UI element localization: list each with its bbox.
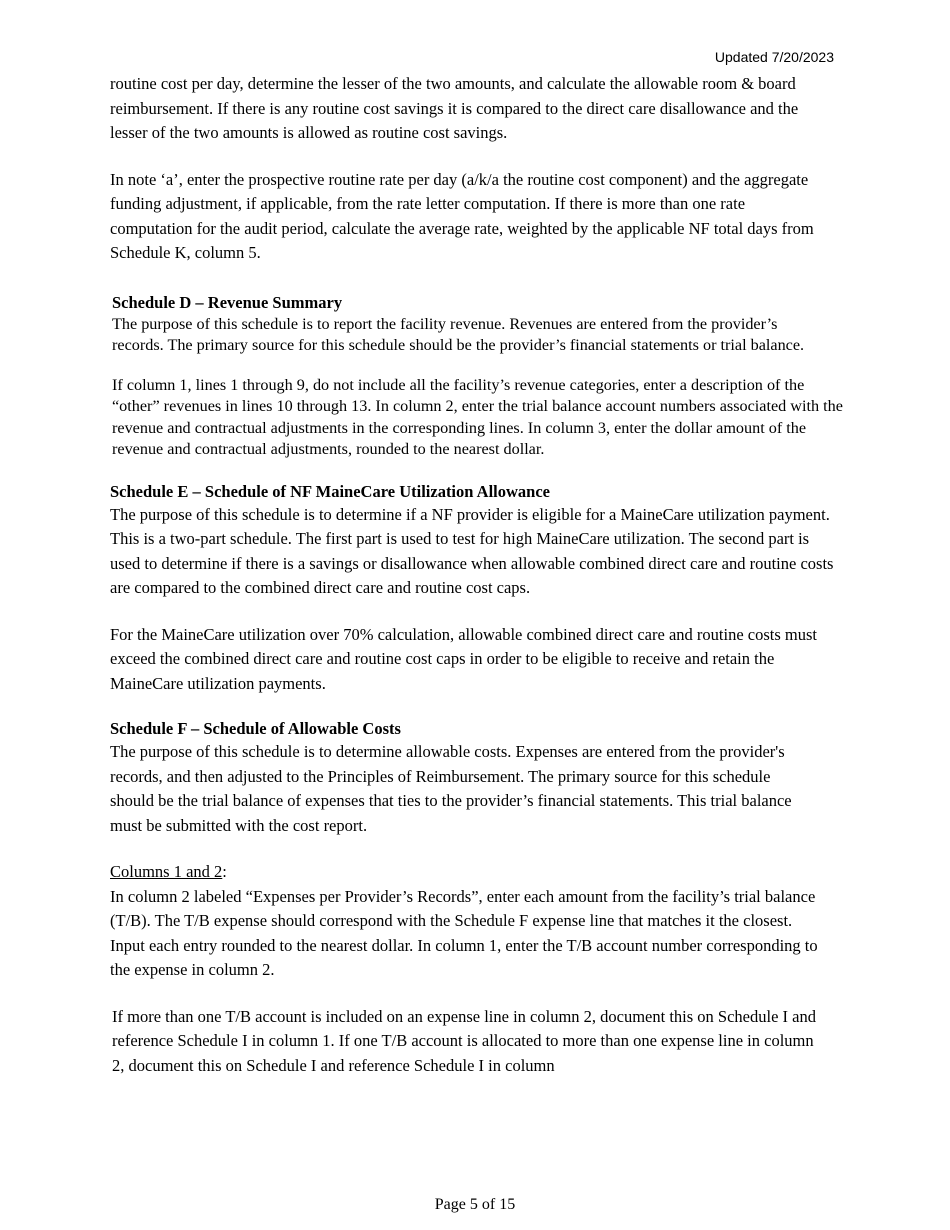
schedule-d-paragraph-2: If column 1, lines 1 through 9, do not include all the facility’s revenue categories, enter a description of the “other” revenues in lines 10 through 13. In column 2, enter the trial balance account numbers associated with the revenue and contractual adjustments in the corresponding lines. In column 3, enter the dollar amount of the revenue and contractual adjustments, rounded to the nearest dollar. (112, 375, 843, 458)
page-number: Page 5 of 15 (434, 1196, 516, 1213)
schedule-f-heading: Schedule F – Schedule of Allowable Costs (110, 719, 401, 738)
schedule-f-paragraph-1: The purpose of this schedule is to determine allowable costs. Expenses are entered from the provider's records, and then adjusted to the Principles of Reimbursement. The primary source for this schedule should be the trial balance of expenses that ties to the provider’s financial statements. This trial balance must be submitted with the cost report. (110, 742, 792, 835)
intro-paragraph: routine cost per day, determine the lesser of the two amounts, and calculate the allowable room & board reimbursement. If there is any routine cost savings it is compared to the direct care disallowance and the lesser of the two amounts is allowed as routine cost savings. (110, 74, 799, 142)
schedule-f-paragraph-2: In column 2 labeled “Expenses per Provider’s Records”, enter each amount from the facility’s trial balance (T/B). The T/B expense should correspond with the Schedule F expense line that matches it the closest. Input each entry rounded to the nearest dollar. In column 1, enter the T/B account number corresponding to the expense in column 2. (110, 886, 818, 979)
page-content (110, 72, 850, 1078)
note-a-paragraph: In note ‘a’, enter the prospective routine rate per day (a/k/a the routine cost component) and the aggregate funding adjustment, if applicable, from the rate letter computation. If there is more than one rate computation for the audit period, calculate the average rate, weighted by the applicable NF total days from Schedule K, column 5. (110, 169, 814, 262)
columns-colon: : (222, 862, 227, 881)
schedule-e-paragraph-2: For the MaineCare utilization over 70% calculation, allowable combined direct care and routine costs must exceed the combined direct care and routine cost caps in order to be eligible to receive and retain the MaineCare utilization payments. (110, 624, 817, 693)
schedule-f-paragraph-3: If more than one T/B account is included on an expense line in column 2, document this on Schedule I and reference Schedule I in column 1. If one T/B account is allocated to more than one expense line in column 2, document this on Schedule I and reference Schedule I in column (112, 1006, 816, 1075)
schedule-d-paragraph-1: The purpose of this schedule is to report the facility revenue. Revenues are entered from the provider’s records. The primary source for this schedule should be the provider’s financial statements or trial balance. (112, 314, 805, 354)
schedule-e-paragraph-1: The purpose of this schedule is to determine if a NF provider is eligible for a MaineCare utilization payment. This is a two-part schedule. The first part is used to test for high MaineCare utilization. The second part is used to determine if there is a savings or disallowance when allowable combined direct care and routine costs are compared to the combined direct care and routine cost caps. (110, 504, 834, 597)
columns-subheading (110, 860, 850, 885)
columns-label: Columns 1 and 2 (110, 862, 223, 881)
updated-date: Updated 7/20/2023 (714, 49, 834, 65)
schedule-e-heading: Schedule E – Schedule of NF MaineCare Utilization Allowance (110, 481, 550, 501)
schedule-d-heading: Schedule D – Revenue Summary (112, 292, 343, 312)
